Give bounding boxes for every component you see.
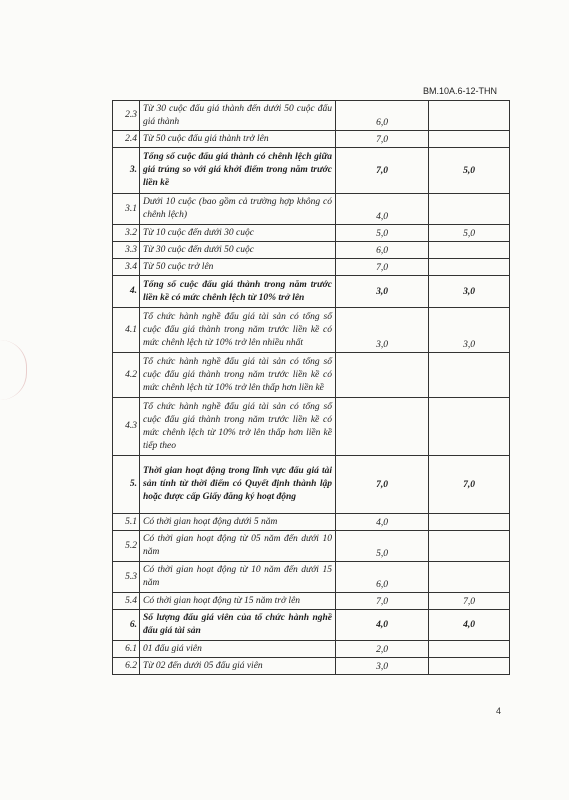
row-number: 4.1 xyxy=(113,308,140,353)
score-cell: 7,0 xyxy=(336,593,429,610)
score-cell: 4,0 xyxy=(336,514,429,531)
table-row xyxy=(113,641,510,658)
criterion-description: Từ 30 cuộc đến dưới 50 cuộc xyxy=(140,242,336,259)
score-cell: 3,0 xyxy=(336,658,429,675)
row-number: 6. xyxy=(113,610,140,641)
criterion-description: Từ 10 cuộc đến dưới 30 cuộc xyxy=(140,225,336,242)
score-cell xyxy=(336,398,429,456)
max-score-cell: 5,0 xyxy=(429,225,510,242)
row-number: 5.1 xyxy=(113,514,140,531)
criterion-description: Có thời gian hoạt động dưới 5 năm xyxy=(140,514,336,531)
table-row xyxy=(113,658,510,675)
row-number: 6.2 xyxy=(113,658,140,675)
score-cell: 7,0 xyxy=(336,259,429,276)
criterion-description: Tổ chức hành nghề đấu giá tài sản có tổng số cuộc đấu giá thành trong năm trước liền kề có mức chênh lệch từ 10% trở lên thấp hơn liền kề xyxy=(140,353,336,398)
score-cell: 4,0 xyxy=(336,610,429,641)
row-number: 2.4 xyxy=(113,131,140,148)
score-cell: 7,0 xyxy=(336,148,429,194)
table-row xyxy=(113,353,510,398)
criterion-description: Từ 50 cuộc đấu giá thành trở lên xyxy=(140,131,336,148)
max-score-cell xyxy=(429,101,510,131)
max-score-cell: 4,0 xyxy=(429,610,510,641)
max-score-cell xyxy=(429,398,510,456)
row-number: 6.1 xyxy=(113,641,140,658)
score-cell: 6,0 xyxy=(336,101,429,131)
table-row xyxy=(113,593,510,610)
score-cell: 3,0 xyxy=(336,308,429,353)
criterion-description: Thời gian hoạt động trong lĩnh vực đấu giá tài sản tính từ thời điểm có Quyết định thành lập hoặc được cấp Giấy đăng ký hoạt động xyxy=(140,456,336,514)
score-cell: 4,0 xyxy=(336,194,429,225)
table-row xyxy=(113,562,510,593)
max-score-cell: 5,0 xyxy=(429,148,510,194)
max-score-cell xyxy=(429,259,510,276)
max-score-cell: 3,0 xyxy=(429,276,510,308)
table-row xyxy=(113,225,510,242)
max-score-cell xyxy=(429,242,510,259)
table-row xyxy=(113,242,510,259)
max-score-cell: 3,0 xyxy=(429,308,510,353)
score-cell: 6,0 xyxy=(336,242,429,259)
max-score-cell: 7,0 xyxy=(429,593,510,610)
max-score-cell xyxy=(429,194,510,225)
max-score-cell xyxy=(429,531,510,562)
table-row xyxy=(113,148,510,194)
max-score-cell xyxy=(429,131,510,148)
row-number: 3.3 xyxy=(113,242,140,259)
criterion-description: Từ 50 cuộc trở lên xyxy=(140,259,336,276)
max-score-cell xyxy=(429,641,510,658)
max-score-cell xyxy=(429,514,510,531)
table-row xyxy=(113,308,510,353)
table-row xyxy=(113,131,510,148)
score-cell: 7,0 xyxy=(336,456,429,514)
row-number: 4.3 xyxy=(113,398,140,456)
table-row xyxy=(113,456,510,514)
criterion-description: Từ 02 đến dưới 05 đấu giá viên xyxy=(140,658,336,675)
table-row xyxy=(113,194,510,225)
row-number: 3.1 xyxy=(113,194,140,225)
max-score-cell: 7,0 xyxy=(429,456,510,514)
score-cell xyxy=(336,353,429,398)
criterion-description: Tổ chức hành nghề đấu giá tài sản có tổng số cuộc đấu giá thành trong năm trước liền kề có mức chênh lệch từ 10% trở lên thấp hơn liền kề tiếp theo xyxy=(140,398,336,456)
criterion-description: Có thời gian hoạt động từ 15 năm trở lên xyxy=(140,593,336,610)
score-cell: 2,0 xyxy=(336,641,429,658)
max-score-cell xyxy=(429,562,510,593)
row-number: 5. xyxy=(113,456,140,514)
criteria-table-body xyxy=(113,101,510,675)
table-row xyxy=(113,101,510,131)
criterion-description: Có thời gian hoạt động từ 10 năm đến dưới 15 năm xyxy=(140,562,336,593)
row-number: 5.4 xyxy=(113,593,140,610)
criterion-description: Tổ chức hành nghề đấu giá tài sản có tổng số cuộc đấu giá thành trong năm trước liền kề có mức chênh lệch từ 10% trở lên nhiều nhất xyxy=(140,308,336,353)
row-number: 5.3 xyxy=(113,562,140,593)
criterion-description: Từ 30 cuộc đấu giá thành đến dưới 50 cuộc đấu giá thành xyxy=(140,101,336,131)
criterion-description: Có thời gian hoạt động từ 05 năm đến dưới 10 năm xyxy=(140,531,336,562)
criterion-description: Tổng số cuộc đấu giá thành trong năm trước liền kề có mức chênh lệch từ 10% trở lên xyxy=(140,276,336,308)
criterion-description: Số lượng đấu giá viên của tổ chức hành nghề đấu giá tài sản xyxy=(140,610,336,641)
score-cell: 5,0 xyxy=(336,225,429,242)
page-number: 4 xyxy=(495,706,501,716)
score-cell: 7,0 xyxy=(336,131,429,148)
row-number: 3.2 xyxy=(113,225,140,242)
row-number: 3. xyxy=(113,148,140,194)
form-code: BM.10A.6-12-THN xyxy=(422,86,497,96)
row-number: 3.4 xyxy=(113,259,140,276)
max-score-cell xyxy=(429,658,510,675)
score-cell: 5,0 xyxy=(336,531,429,562)
criterion-description: Tổng số cuộc đấu giá thành có chênh lệch giữa giá trúng so với giá khởi điểm trong năm trước liền kề xyxy=(140,148,336,194)
criteria-table xyxy=(112,100,510,675)
table-row xyxy=(113,514,510,531)
table-row xyxy=(113,610,510,641)
score-cell: 6,0 xyxy=(336,562,429,593)
row-number: 5.2 xyxy=(113,531,140,562)
table-row xyxy=(113,276,510,308)
stamp-edge xyxy=(0,340,27,400)
criterion-description: 01 đấu giá viên xyxy=(140,641,336,658)
table-row xyxy=(113,531,510,562)
table-row xyxy=(113,259,510,276)
max-score-cell xyxy=(429,353,510,398)
table-row xyxy=(113,398,510,456)
score-cell: 3,0 xyxy=(336,276,429,308)
criterion-description: Dưới 10 cuộc (bao gồm cả trường hợp không có chênh lệch) xyxy=(140,194,336,225)
row-number: 4. xyxy=(113,276,140,308)
row-number: 2.3 xyxy=(113,101,140,131)
row-number: 4.2 xyxy=(113,353,140,398)
